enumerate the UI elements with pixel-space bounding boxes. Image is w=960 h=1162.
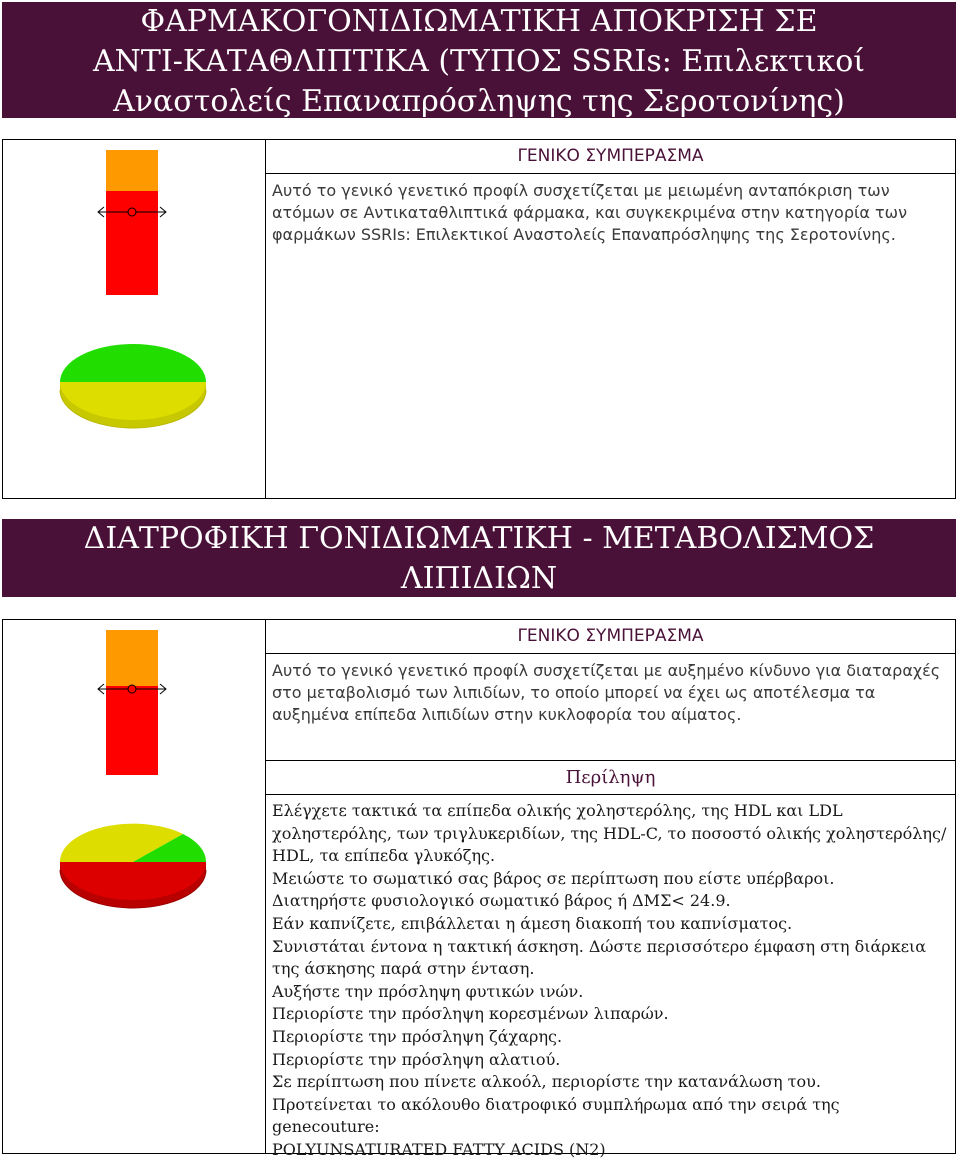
list-item: Διατηρήστε φυσιολογικό σωματικό βάρος ή ΔΜΣ< 24.9. — [272, 891, 731, 911]
lipid-result-card — [2, 619, 956, 1159]
list-item: Περιορίστε την πρόσληψη ζάχαρης. — [272, 1026, 563, 1046]
risk-graphics — [3, 620, 265, 1153]
list-item: Σε περίπτωση που πίνετε αλκοόλ, περιορίστε την κατανάλωση του. — [272, 1072, 821, 1092]
conclusion-header: ΓΕΝΙΚΟ ΣΥΜΠΕΡΑΣΜΑ — [266, 140, 955, 174]
title-line: ΛΙΠΙΔΙΩΝ — [400, 561, 558, 596]
list-item: Προτείνεται το ακόλουθο διατροφικό συμπλήρωμα από την σειρά της genecouture: — [272, 1094, 840, 1137]
list-item: Αυξήστε την πρόσληψη φυτικών ινών. — [272, 981, 584, 1001]
list-item: Ελέγχετε τακτικά τα επίπεδα ολικής χοληστερόλης, της HDL και LDL χοληστερόλης, των τριγλυκεριδίων, της HDL-C, το ποσοστό ολικής χοληστερόλης/ HDL, τα επίπεδα γλυκόζης. — [272, 801, 947, 866]
risk-bar-red — [106, 686, 158, 775]
risk-graphics — [3, 140, 265, 498]
section-title-antidepressant — [2, 2, 956, 118]
graphics-column — [3, 140, 266, 498]
list-item: Περιορίστε την πρόσληψη αλατιού. — [272, 1049, 561, 1069]
risk-bar-red — [106, 191, 158, 295]
risk-bar-orange — [106, 630, 158, 686]
conclusion-header: ΓΕΝΙΚΟ ΣΥΜΠΕΡΑΣΜΑ — [266, 620, 955, 654]
title-line: ΔΙΑΤΡΟΦΙΚΗ ΓΟΝΙΔΙΩΜΑΤΙΚΗ - ΜΕΤΑΒΟΛΙΣΜΟΣ — [83, 521, 875, 556]
title-line: Αναστολείς Επαναπρόσληψης της Σεροτονίνης) — [113, 84, 845, 119]
summary-header: Περίληψη — [266, 760, 955, 795]
list-item: Εάν καπνίζετε, επιβάλλεται η άμεση διακοπή του καπνίσματος. — [272, 913, 793, 933]
graphics-column — [3, 620, 266, 1153]
pie-slice-green — [60, 344, 206, 382]
title-line: ΑΝΤΙ-ΚΑΤΑΘΛΙΠΤΙΚΑ (ΤΥΠΟΣ SSRIs: Επιλεκτικοί — [92, 44, 866, 79]
list-item: Περιορίστε την πρόσληψη κορεσμένων λιπαρών. — [272, 1004, 669, 1024]
list-item: POLYUNSATURATED FATTY ACIDS (N2) — [272, 1139, 606, 1159]
risk-bar-orange — [106, 150, 158, 191]
title-line: ΦΑΡΜΑΚΟΓΟΝΙΔΙΩΜΑΤΙΚΗ ΑΠΟΚΡΙΣΗ ΣΕ — [140, 4, 818, 39]
list-item: Μειώστε το σωματικό σας βάρος σε περίπτωση που είστε υπέρβαροι. — [272, 868, 835, 888]
marker-dot — [128, 208, 136, 216]
conclusion-column — [266, 140, 955, 246]
section-title-lipid-metabolism — [2, 519, 956, 597]
antidepressant-result-card — [2, 139, 956, 499]
conclusion-text: Αυτό το γενικό γενετικό προφίλ συσχετίζεται με αυξημένο κίνδυνο για διαταραχές στο μεταβολισμό των λιπιδίων, το οποίο μπορεί να έχει ως αποτέλεσμα τα αυξημένα επίπεδα λιπιδίων στην κυκλοφορία του αίματος. — [272, 661, 941, 724]
marker-dot — [128, 685, 136, 693]
conclusion-text: Αυτό το γενικό γενετικό προφίλ συσχετίζεται με μειωμένη ανταπόκριση των ατόμων σε Αντικαταθλιπτικά φάρμακα, και συγκεκριμένα στην κατηγορία των φαρμάκων SSRIs: Επιλεκτικοί Αναστολείς Επαναπρόσληψης της Σεροτονίνης. — [272, 181, 908, 244]
recommendations-list — [266, 795, 955, 1162]
list-item: Συνιστάται έντονα η τακτική άσκηση. Δώστε περισσότερο έμφαση στη διάρκεια της άσκησης παρά στην ένταση. — [272, 936, 927, 979]
conclusion-column — [266, 620, 955, 1162]
